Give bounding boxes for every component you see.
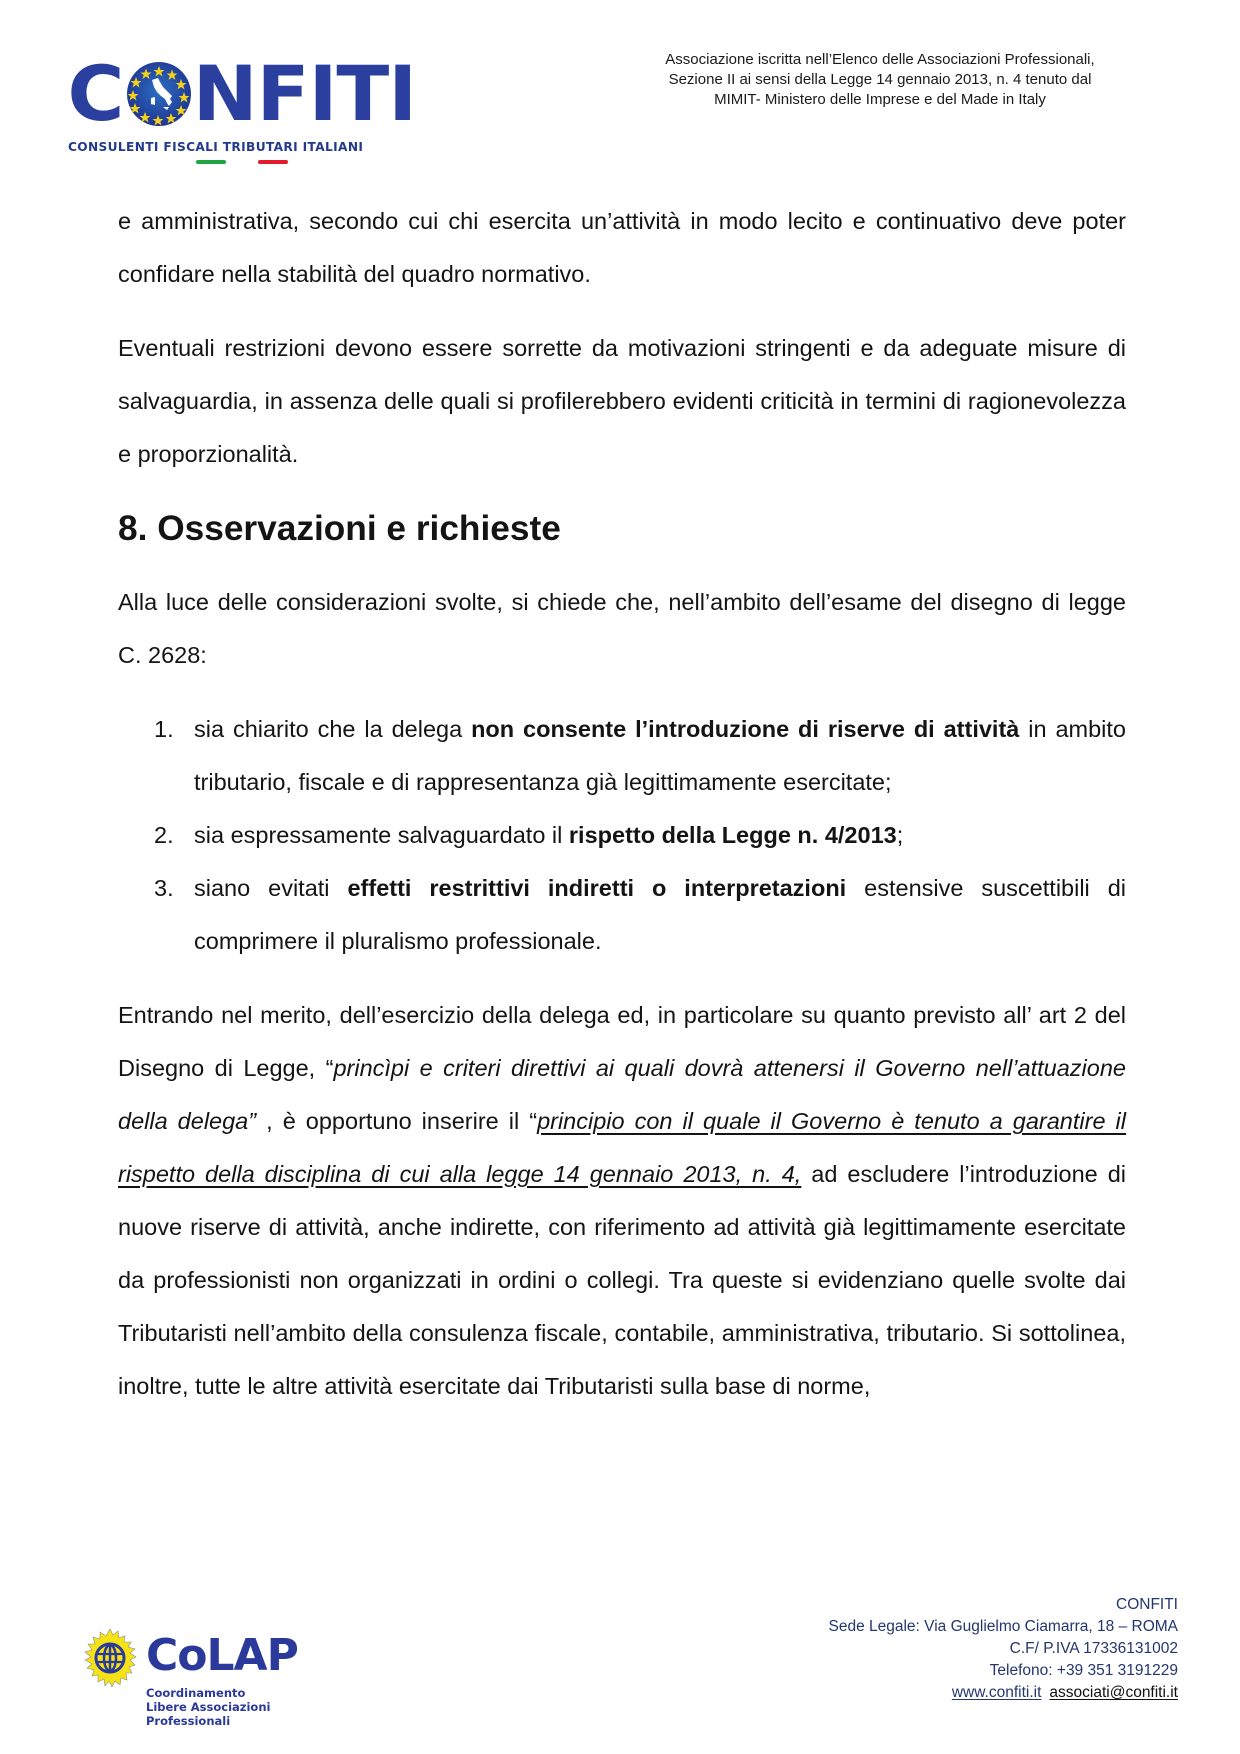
footer-org-name: CONFITI <box>1116 1596 1178 1613</box>
footer-phone: Telefono: +39 351 3191229 <box>989 1662 1178 1679</box>
proposed-principle: principio con il quale il Governo è tenuto a garantire il rispetto della disciplina di cui alla legge 14 gennaio 2013, n. 4, <box>118 1108 1126 1187</box>
tricolor-bars <box>68 160 423 170</box>
paragraph-merit: Entrando nel merito, dell’esercizio della delega ed, in particolare su quanto previsto all’ art 2 del Disegno di Legge, “princìpi e criteri direttivi ai quali dovrà attenersi il Governo nell’attuazione della delega” , è opportuno inserire il “principio con il quale il Governo è tenuto a garantire il rispetto della disciplina di cui alla legge 14 gennaio 2013, n. 4, ad escludere l’introduzione di nuove riserve di attività, anche indirette, con riferimento ad attività già legittimamente esercitate da professionisti non organizzati in ordini o collegi. Tra queste si evidenziano quelle svolte dai Tributaristi nell’ambito della consulenza fiscale, contabile, amministrativa, tributario. Si sottolinea, inoltre, tutte le altre attività esercitate dai Tributaristi sulla base di norme, <box>118 1002 1126 1399</box>
header-note-line: MIMIT- Ministero delle Imprese e del Made in Italy <box>714 91 1046 108</box>
footer-tax-id: C.F/ P.IVA 17336131002 <box>1009 1640 1178 1657</box>
eu-stars-italy-emblem-icon <box>125 60 193 128</box>
paragraph-requests-intro: Alla luce delle considerazioni svolte, si chiede che, nell’ambito dell’esame del disegno di legge C. 2628: <box>118 589 1126 668</box>
red-bar <box>258 160 288 164</box>
request-item: 1. sia chiarito che la delega non consente l’introduzione di riserve di attività in ambito tributario, fiscale e di rappresentanza già legittimamente esercitate; <box>118 703 1126 809</box>
footer-contact-block <box>738 1594 1178 1704</box>
section-heading: 8. Osservazioni e richieste <box>118 509 561 548</box>
request-number: 2. <box>154 822 174 848</box>
header-registration-note <box>600 50 1160 110</box>
paragraph-legitimate-expectation: e amministrativa, secondo cui chi esercita un’attività in modo lecito e continuativo deve poter confidare nella stabilità del quadro normativo. <box>118 208 1126 287</box>
request-emphasis: rispetto della Legge n. 4/2013 <box>568 822 897 848</box>
colap-wordmark: CoLAP <box>146 1630 298 1681</box>
colap-subtitle: Coordinamento Libere Associazioni Professionali <box>146 1686 271 1728</box>
confiti-wordmark: C NFITI <box>67 49 416 138</box>
quoted-criteria: princìpi e criteri direttivi ai quali dovrà attenersi il Governo nell’attuazione della delega” <box>118 1055 1126 1134</box>
email-link[interactable]: associati@confiti.it <box>1049 1684 1178 1701</box>
request-emphasis: effetti restrittivi indiretti o interpretazioni <box>347 875 847 901</box>
request-item: 3. siano evitati effetti restrittivi indiretti o interpretazioni estensive suscettibili di comprimere il pluralismo professionale. <box>118 862 1126 968</box>
confiti-tagline: CONSULENTI FISCALI TRIBUTARI ITALIANI <box>68 140 364 154</box>
sun-globe-icon <box>80 1628 140 1688</box>
header-note-line: Associazione iscritta nell’Elenco delle Associazioni Professionali, <box>665 51 1095 68</box>
request-number: 1. <box>154 716 174 742</box>
request-number: 3. <box>154 875 174 901</box>
request-item: 2. sia espressamente salvaguardato il rispetto della Legge n. 4/2013; <box>118 809 1126 862</box>
paragraph-restrictions: Eventuali restrizioni devono essere sorrette da motivazioni stringenti e da adeguate misure di salvaguardia, in assenza delle quali si profilerebbero evidenti criticità in termini di ragionevolezza e proporzionalità. <box>118 335 1126 467</box>
colap-logo <box>80 1628 340 1738</box>
requests-list <box>118 703 1126 968</box>
confiti-logo <box>67 49 423 168</box>
footer-address: Sede Legale: Via Guglielmo Ciamarra, 18 – ROMA <box>828 1618 1178 1635</box>
request-emphasis: non consente l’introduzione di riserve di attività <box>471 716 1020 742</box>
green-bar <box>196 160 226 164</box>
document-body <box>118 195 1126 1413</box>
header-note-line: Sezione II ai sensi della Legge 14 gennaio 2013, n. 4 tenuto dal <box>668 71 1092 88</box>
website-link[interactable]: www.confiti.it <box>951 1684 1042 1701</box>
footer-links <box>738 1682 1178 1704</box>
